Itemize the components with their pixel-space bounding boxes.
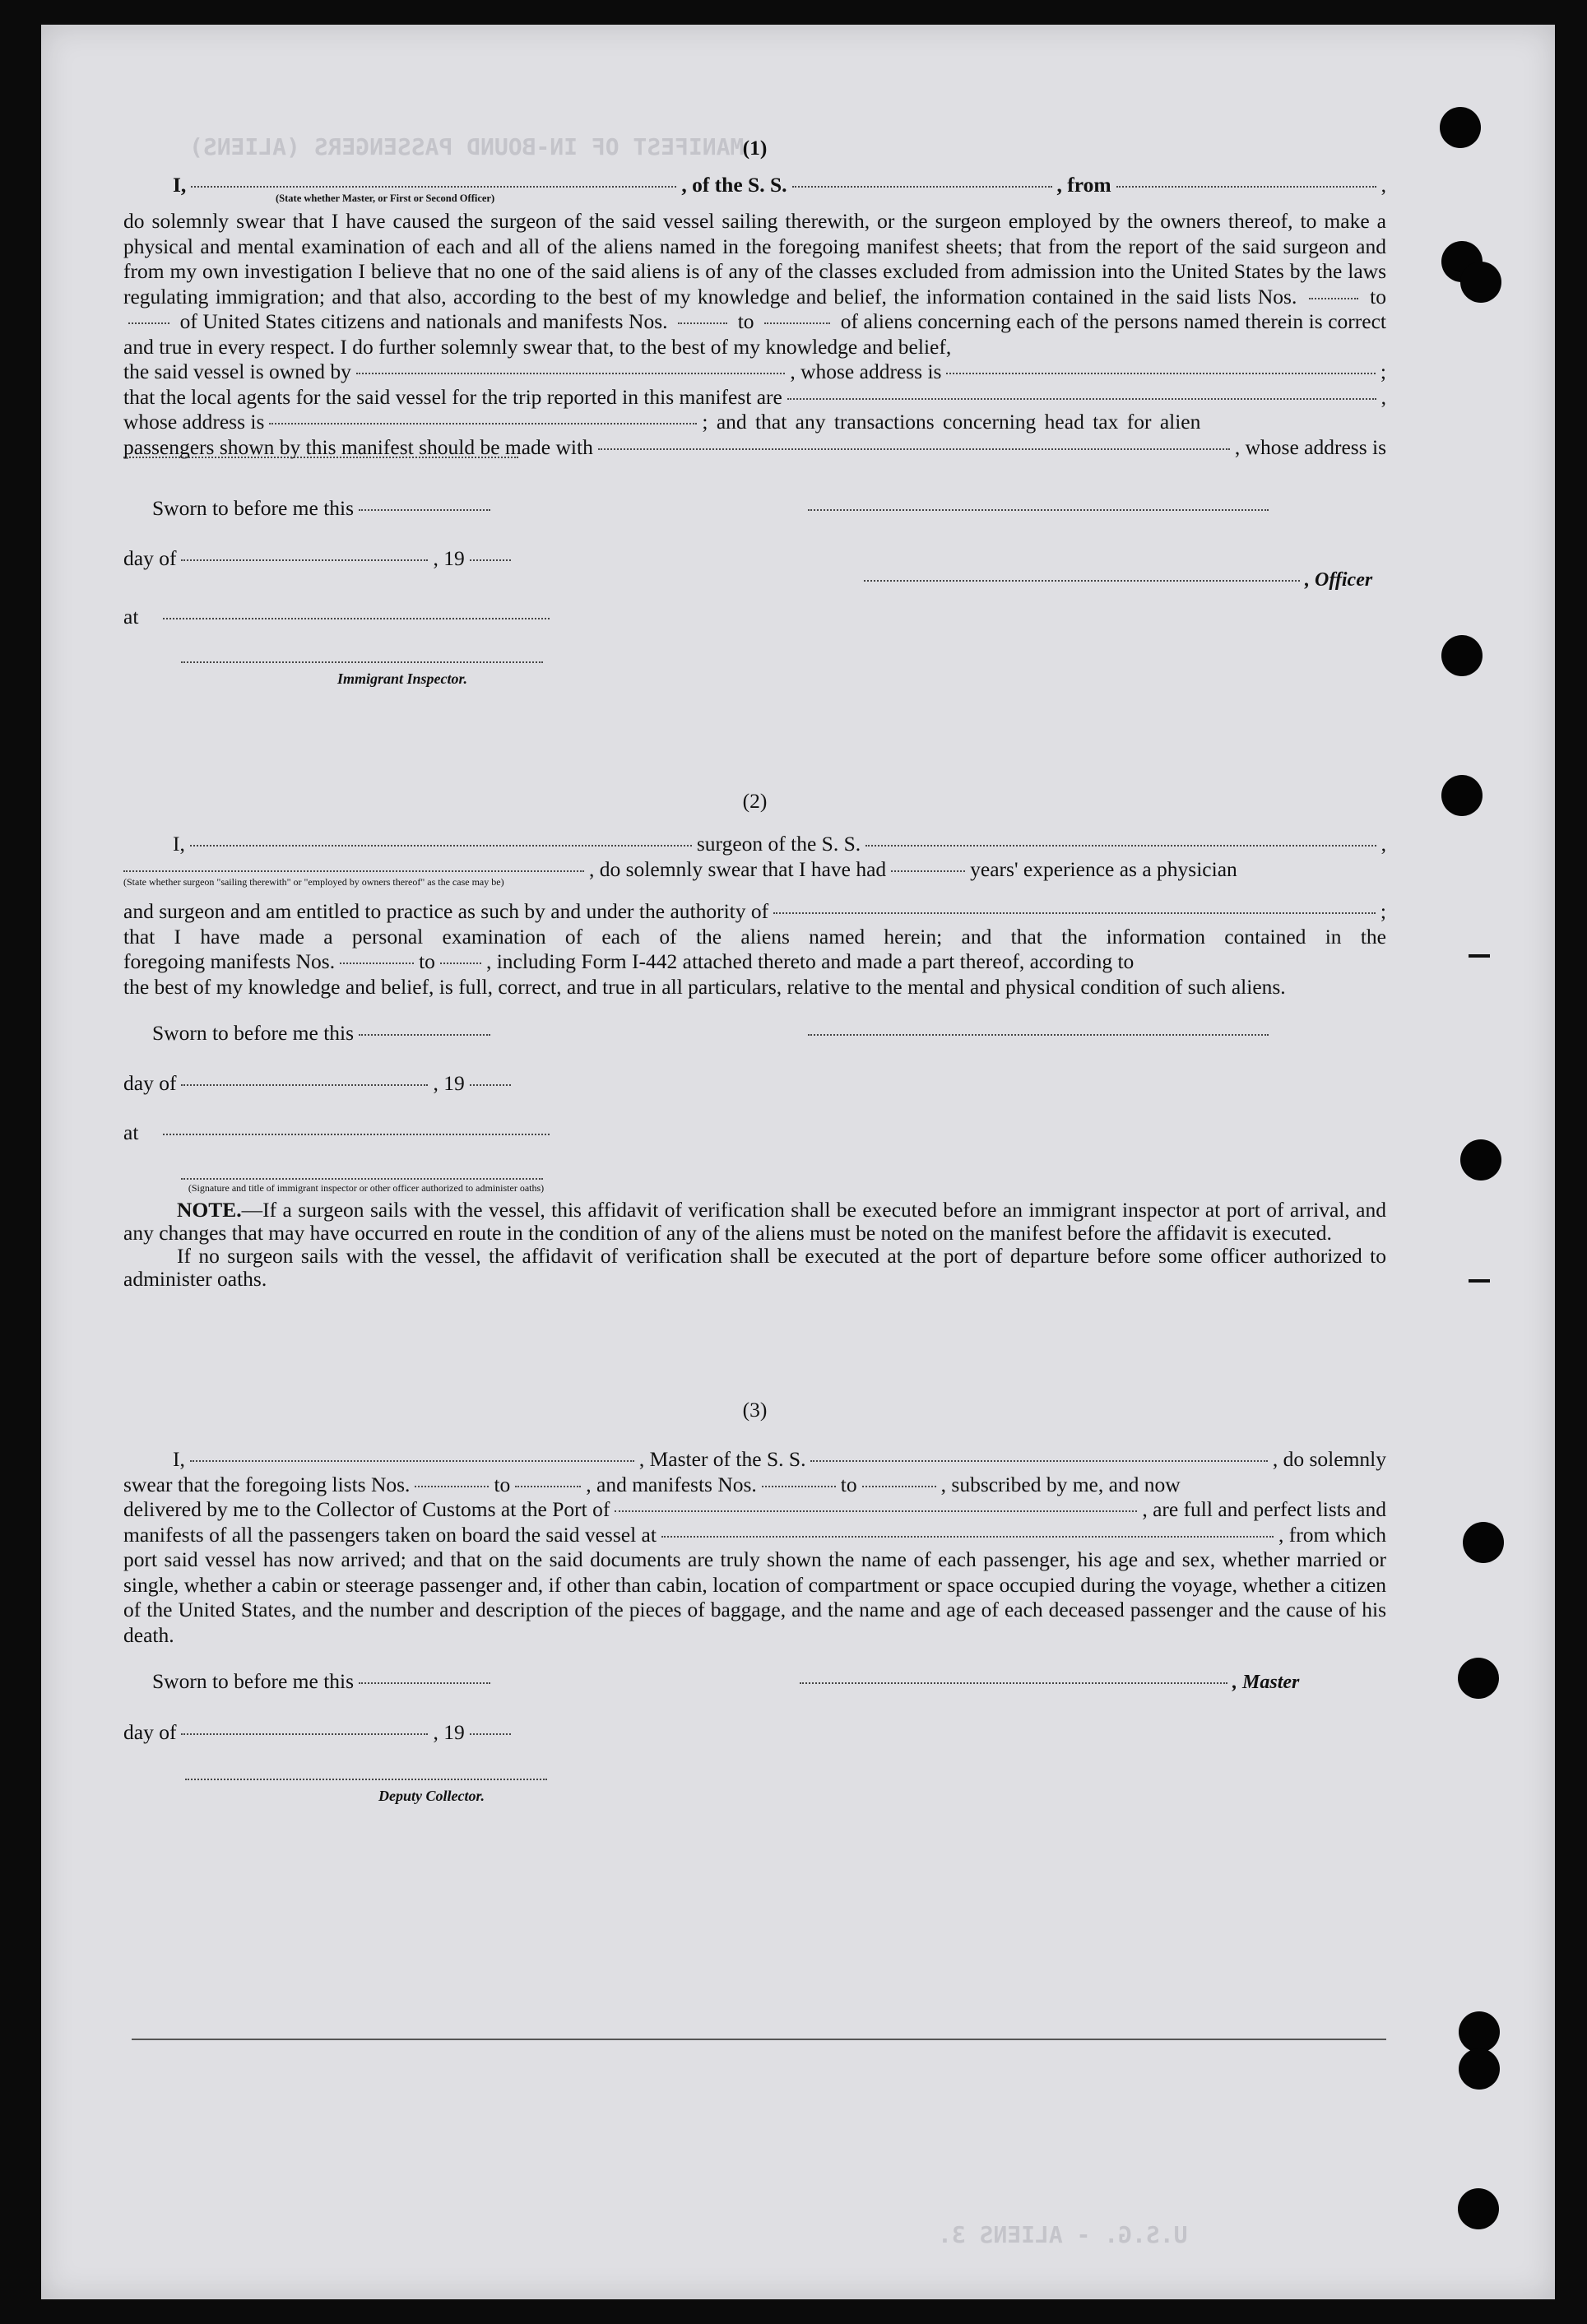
- surgeon-swear-line: , do solemnly swear that I have had years' experience as a physician: [123, 857, 1386, 883]
- surgeon-line: I, surgeon of the S. S. ,: [173, 832, 1386, 856]
- officer-title-field[interactable]: [864, 579, 1300, 582]
- lists-from-field-3[interactable]: [415, 1485, 489, 1487]
- month-field-3[interactable]: [181, 1733, 428, 1735]
- master-vessel-field[interactable]: [810, 1459, 1267, 1462]
- year-field-3[interactable]: [470, 1733, 511, 1735]
- officer-caption: (State whether Master, or First or Second Officer): [276, 193, 495, 204]
- binder-hole: [1441, 775, 1483, 816]
- officer-line: [123, 568, 1386, 593]
- delivered-line: delivered by me to the Collector of Customs at the Port of , are full and perfect lists and: [123, 1497, 1386, 1521]
- note-1: NOTE.—If a surgeon sails with the vessel, this affidavit of verification shall be executed before an immigrant inspector at port of arrival, and any changes that may have occurred en route in the condition of any of the aliens must be noted on the manifest before the affidavit is executed.: [123, 1197, 1386, 1245]
- master-body: port said vessel has now arrived; and that on the said documents are truly shown the name of each passenger, his age and sex, whether married or single, whether a cabin or steerage passenger and, if other than cabin, location of compartment or space occupied during the voyage, whether a citizen of the United States, and the number and description of the pieces of baggage, and the name and age of each deceased passenger and the cause of his death.: [123, 1547, 1386, 1647]
- intro-i: I,: [173, 172, 187, 197]
- sworn-day-field-3[interactable]: [359, 1682, 490, 1684]
- binder-hole: [1460, 262, 1501, 303]
- years-field[interactable]: [891, 870, 965, 872]
- binder-hole: [1459, 2011, 1500, 2053]
- manifest-to-field[interactable]: [764, 322, 830, 324]
- affidavit-document: [123, 136, 1386, 1809]
- surgeon-signature-field[interactable]: [808, 1033, 1269, 1036]
- vessel-name-field[interactable]: [792, 185, 1052, 188]
- head-tax-agent-field[interactable]: [598, 448, 1230, 450]
- agents-address-line: whose address is ; and that any transactions concerning head tax for alien: [123, 410, 1201, 434]
- lists-to-field[interactable]: [128, 322, 169, 324]
- owner-address-field[interactable]: [946, 372, 1375, 374]
- month-field-2[interactable]: [181, 1083, 428, 1086]
- at-line-1: at: [123, 605, 1386, 630]
- authority-field[interactable]: [773, 912, 1376, 914]
- master-signature-field[interactable]: [800, 1682, 1227, 1684]
- officer-label: , Officer: [1305, 569, 1373, 591]
- boarding-port-field[interactable]: [661, 1535, 1274, 1538]
- surgeon-type-field[interactable]: [123, 870, 584, 872]
- lists-from-field[interactable]: [1309, 297, 1358, 299]
- surgeon-body-1: that I have made a personal examination of each of the aliens named herein; and that the information contained in the: [123, 924, 1386, 949]
- local-agents-line: that the local agents for the said vessel for the trip reported in this manifest are ,: [123, 384, 1386, 409]
- year-field[interactable]: [470, 559, 511, 561]
- binder-hole: [1460, 1139, 1501, 1181]
- head-tax-address-field[interactable]: [123, 456, 518, 458]
- binder-hole: [1463, 1522, 1504, 1563]
- section-1-number: (1): [742, 136, 768, 160]
- customs-port-field[interactable]: [615, 1510, 1137, 1512]
- section-2-number: (2): [742, 788, 768, 813]
- sworn-line-1: Sworn to before me this: [123, 496, 1386, 522]
- deputy-signature-field[interactable]: [185, 1778, 547, 1780]
- month-field[interactable]: [181, 559, 428, 561]
- owned-by-line: the said vessel is owned by , whose address is ;: [123, 360, 1386, 383]
- section-3-number: (3): [742, 1397, 768, 1422]
- binder-hole: [1459, 2048, 1500, 2090]
- binder-hole: [1441, 635, 1483, 676]
- surgeon-body-2: the best of my knowledge and belief, is full, correct, and true in all particulars, relative to the mental and physical condition of such aliens.: [123, 974, 1286, 999]
- day-of-line-1: day of , 19: [123, 546, 1386, 572]
- binder-hole: [1458, 2188, 1499, 2229]
- inspector-signature-field[interactable]: [181, 661, 543, 663]
- manifests-to-field-3[interactable]: [862, 1485, 936, 1487]
- foregoing-line: foregoing manifests Nos. to , including Form I-442 attached thereto and made a part thereof, according to: [123, 949, 1135, 973]
- boarded-line: manifests of all the passengers taken on board the said vessel at , from which: [123, 1522, 1386, 1547]
- authority-line: and surgeon and am entitled to practice as such by and under the authority of ;: [123, 899, 1386, 923]
- surgeon-name-field[interactable]: [190, 844, 692, 847]
- sworn-day-field-2[interactable]: [359, 1033, 490, 1036]
- margin-mark: [1469, 1279, 1490, 1283]
- agents-address-field[interactable]: [269, 422, 697, 424]
- witness-caption: (Signature and title of immigrant inspector or other officer authorized to administer oaths): [188, 1181, 545, 1194]
- note-2: If no surgeon sails with the vessel, the affidavit of verification shall be executed at the port of departure before some officer authorized to administer oaths.: [123, 1243, 1386, 1291]
- surgeon-caption: (State whether surgeon "sailing therewith" or "employed by owners thereof" as the case may be): [123, 876, 504, 888]
- foregoing-from-field[interactable]: [340, 962, 414, 964]
- deputy-caption: Deputy Collector.: [378, 1788, 485, 1804]
- year-field-2[interactable]: [470, 1083, 511, 1086]
- master-oath-line: I, , of the S. S. , from ,: [173, 172, 1387, 197]
- at-line-2: at: [123, 1120, 1386, 1146]
- manifests-from-field-3[interactable]: [762, 1485, 836, 1487]
- binder-hole: [1440, 107, 1481, 148]
- surgeon-vessel-field[interactable]: [865, 844, 1376, 847]
- at-place-field-2[interactable]: [163, 1133, 550, 1135]
- sworn-day-field[interactable]: [359, 508, 490, 511]
- at-place-field[interactable]: [163, 617, 550, 619]
- officer-signature-field[interactable]: [808, 508, 1269, 511]
- owner-field[interactable]: [356, 372, 785, 374]
- master-label: , Master: [1232, 1672, 1300, 1693]
- master-name-field[interactable]: [190, 1459, 634, 1462]
- head-tax-address-line: [123, 460, 1386, 485]
- port-from-field[interactable]: [1116, 185, 1376, 188]
- master-line: I, , Master of the S. S. , do solemnly: [173, 1447, 1386, 1471]
- bleed-through-header: MANIFEST OF IN-BOUND PASSENGERS (ALIENS): [189, 133, 745, 160]
- sworn-line-3: Sworn to before me this , Master: [123, 1669, 1386, 1695]
- passengers-line: passengers shown by this manifest should be made with , whose address is: [123, 434, 1386, 459]
- note-label: NOTE.: [177, 1197, 242, 1222]
- binder-hole: [1458, 1658, 1499, 1699]
- bleed-through-footer: U.S.G. - ALIENS 3.: [938, 2221, 1188, 2248]
- sworn-line-2: Sworn to before me this: [123, 1021, 1386, 1046]
- lists-to-field-3[interactable]: [515, 1485, 581, 1487]
- day-of-line-3: day of , 19: [123, 1720, 1386, 1746]
- of-ss-label: , of the S. S.: [681, 172, 787, 197]
- margin-mark: [1469, 954, 1490, 958]
- from-label: , from: [1056, 172, 1111, 197]
- foregoing-to-field[interactable]: [440, 962, 481, 964]
- section-1-body: do solemnly swear that I have caused the surgeon of the said vessel sailing therewith, or the surgeon employed by the owners thereof, to make a physical and mental examination of each and all of the aliens named in the foregoing manifest sheets; that from the report of the said surgeon and from my own investigation I believe that no one of the said aliens is of any of the classes excluded from admission into the United States by the laws regulating immigration; and that also, according to the best of my knowledge and belief, the information contained in the said lists Nos. to of United States citizens and nationals and manifests Nos. to of aliens concerning each of the persons named therein is correct and true in every respect. I do further solemnly swear that, to the best of my knowledge and belief,: [123, 209, 1387, 359]
- officer-name-field[interactable]: [191, 185, 676, 188]
- local-agents-field[interactable]: [787, 397, 1376, 400]
- manifest-from-field[interactable]: [678, 322, 727, 324]
- lists-line: swear that the foregoing lists Nos. to , and manifests Nos. to , subscribed by me, and now: [123, 1472, 1181, 1496]
- bottom-rule: [132, 2039, 1386, 2040]
- inspector-caption: Immigrant Inspector.: [337, 670, 468, 687]
- witness-signature-field[interactable]: [181, 1177, 543, 1180]
- day-of-line-2: day of , 19: [123, 1071, 1386, 1097]
